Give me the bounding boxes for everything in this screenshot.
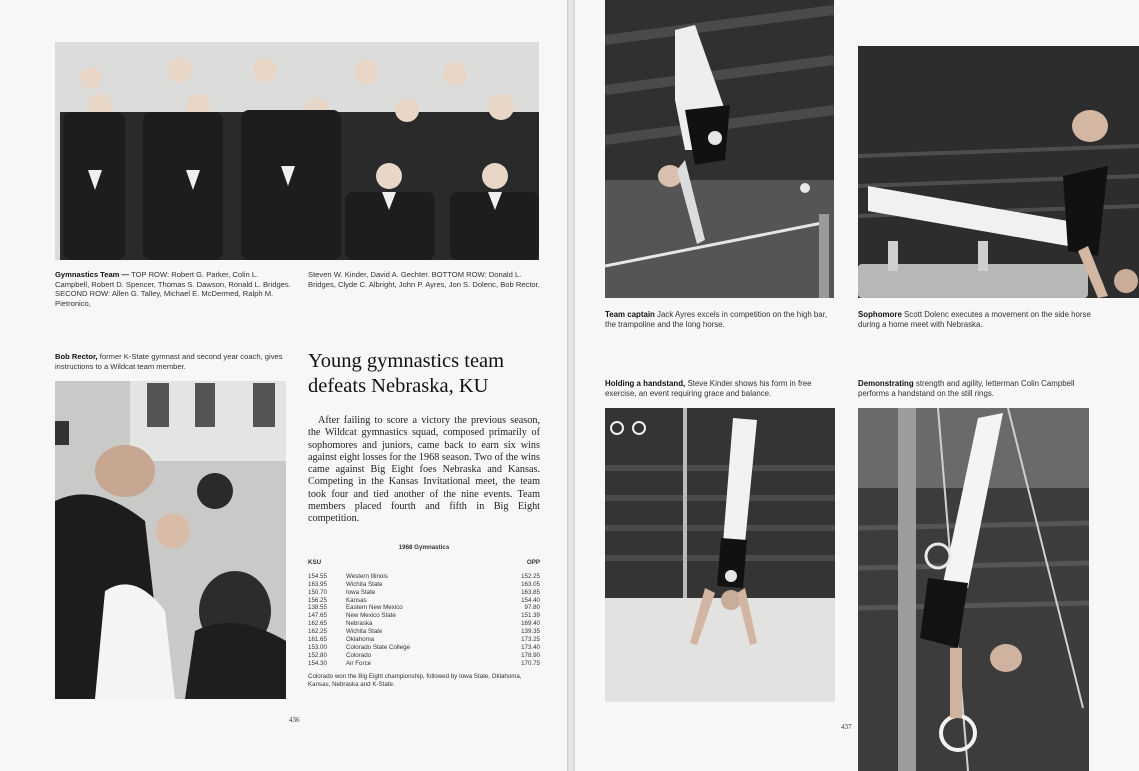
score-ksu: 152.80	[308, 651, 327, 659]
score-row	[308, 652, 540, 660]
score-opp: 170.75	[521, 659, 540, 667]
score-opp: 139.35	[521, 628, 540, 636]
score-opp: 173.40	[521, 643, 540, 651]
caption-sophomore-text: Scott Dolenc executes a movement on the side horse during a home meet with Nebraska.	[858, 310, 1091, 329]
coach-photo	[55, 381, 286, 699]
high-bar-scene	[605, 0, 834, 298]
coach-photo-scene	[55, 381, 286, 699]
score-opponent: Oklahoma	[346, 636, 375, 644]
caption-demonstrating-text: strength and agility, letterman Colin Campbell performs a handstand on the still rings.	[858, 379, 1075, 398]
caption-handstand-text: Steve Kinder shows his form in free exercise, an event requiring grace and balance.	[605, 379, 812, 398]
scores-col-ksu: KSU	[308, 558, 322, 566]
score-opp: 97.80	[524, 604, 540, 612]
score-ksu: 138.55	[308, 604, 327, 612]
score-opp: 169.40	[521, 620, 540, 628]
coach-caption-lead: Bob Rector,	[55, 352, 98, 361]
scores-table	[308, 544, 540, 689]
caption-sophomore	[858, 310, 1094, 329]
caption-handstand	[605, 379, 837, 398]
score-opponent: Colorado	[346, 651, 372, 659]
article-headline: Young gymnastics team defeats Nebraska, KU	[308, 350, 505, 397]
score-row	[308, 628, 540, 636]
score-opponent: Colorado State College	[346, 643, 410, 651]
team-caption-col2	[308, 270, 540, 289]
score-ksu: 154.55	[308, 572, 327, 580]
rings-photo	[858, 408, 1089, 771]
score-ksu: 154.30	[308, 659, 327, 667]
page-number-left: 436	[289, 716, 300, 724]
score-opp: 152.25	[521, 572, 540, 580]
score-row	[308, 660, 540, 668]
left-page	[0, 0, 567, 771]
caption-team-captain	[605, 310, 837, 329]
team-photo-figures	[55, 42, 539, 260]
team-photo	[55, 42, 539, 260]
right-page	[575, 0, 1139, 771]
scores-header	[308, 559, 540, 567]
score-row	[308, 604, 540, 612]
caption-handstand-lead: Holding a handstand,	[605, 379, 686, 388]
score-row	[308, 589, 540, 597]
team-caption-lead: Gymnastics Team —	[55, 270, 130, 279]
team-caption-text-1: TOP ROW: Robert G. Parker, Colin L. Campbell, Robert D. Spencer, Thomas S. Dawson, Ronald L. Bridges. SECOND ROW: Allen G. Talley, Michael E. McDermed, Ralph M. Pietronico,	[55, 270, 291, 308]
score-ksu: 163.95	[308, 580, 327, 588]
score-opponent: Eastern New Mexico	[346, 604, 403, 612]
page-gutter	[567, 0, 575, 771]
team-caption-text-2: Steven W. Kinder, David A. Gechter. BOTTOM ROW: Donald L. Bridges, Clyde C. Albright, John P. Ayres, Jon S. Dolenc, Bob Rector.	[308, 270, 540, 289]
score-ksu: 147.65	[308, 612, 327, 620]
score-ksu: 153.00	[308, 643, 327, 651]
score-row	[308, 620, 540, 628]
handstand-scene	[605, 408, 835, 702]
coach-caption-text: former K-State gymnast and second year coach, gives instructions to a Wildcat team member.	[55, 352, 283, 371]
score-opp: 163.85	[521, 588, 540, 596]
score-row	[308, 573, 540, 581]
score-ksu: 162.25	[308, 628, 327, 636]
score-ksu: 162.65	[308, 620, 327, 628]
score-opponent: Nebraska	[346, 620, 373, 628]
scores-col-opp: OPP	[526, 558, 540, 566]
score-opponent: Wichita State	[346, 580, 383, 588]
score-ksu: 150.70	[308, 588, 327, 596]
score-opponent: Air Force	[346, 659, 372, 667]
score-opp: 163.05	[521, 580, 540, 588]
scores-rows	[308, 573, 540, 668]
score-row	[308, 597, 540, 605]
side-horse-scene	[858, 46, 1139, 298]
caption-sophomore-lead: Sophomore	[858, 310, 902, 319]
score-row	[308, 644, 540, 652]
team-caption-col1	[55, 270, 291, 308]
score-row	[308, 636, 540, 644]
score-opponent: New Mexico State	[346, 612, 396, 620]
score-opp: 173.25	[521, 636, 540, 644]
article-body: After failing to score a victory the previous season, the Wildcat gymnastics squad, composed primarily of sophomores and juniors, came back to earn six wins against eight losses for the 1968 season. Two of the wins came against Big Eight foes Nebraska and Kansas. Competing in the Kansas Invitational meet, the team took four and tied another of the nine events. Team members placed fourth and fifth in Big Eight competition.	[308, 415, 540, 525]
scores-note: Colorado won the Big Eight championship, followed by Iowa State, Oklahoma, Kansas, Nebraska and K-State.	[308, 672, 522, 688]
scores-title: 1968 Gymnastics	[398, 544, 450, 551]
score-ksu: 161.65	[308, 636, 327, 644]
score-opponent: Kansas	[346, 596, 367, 604]
score-opponent: Iowa State	[346, 588, 376, 596]
caption-demonstrating-lead: Demonstrating	[858, 379, 914, 388]
score-ksu: 156.25	[308, 596, 327, 604]
score-opponent: Western Illinois	[346, 572, 388, 580]
score-opp: 154.40	[521, 596, 540, 604]
handstand-photo	[605, 408, 835, 702]
score-row	[308, 612, 540, 620]
rings-scene	[858, 408, 1089, 771]
page-number-right: 437	[841, 723, 852, 731]
caption-team-captain-lead: Team captain	[605, 310, 655, 319]
caption-demonstrating	[858, 379, 1094, 398]
caption-team-captain-text: Jack Ayres excels in competition on the high bar, the trampoline and the long horse.	[605, 310, 828, 329]
coach-caption	[55, 352, 287, 371]
high-bar-photo	[605, 0, 834, 298]
side-horse-photo	[858, 46, 1139, 298]
score-row	[308, 581, 540, 589]
score-opponent: Wichita State	[346, 628, 383, 636]
score-opp: 151.39	[521, 612, 540, 620]
score-opp: 178.90	[521, 651, 540, 659]
scores-col-spacer	[346, 559, 510, 567]
